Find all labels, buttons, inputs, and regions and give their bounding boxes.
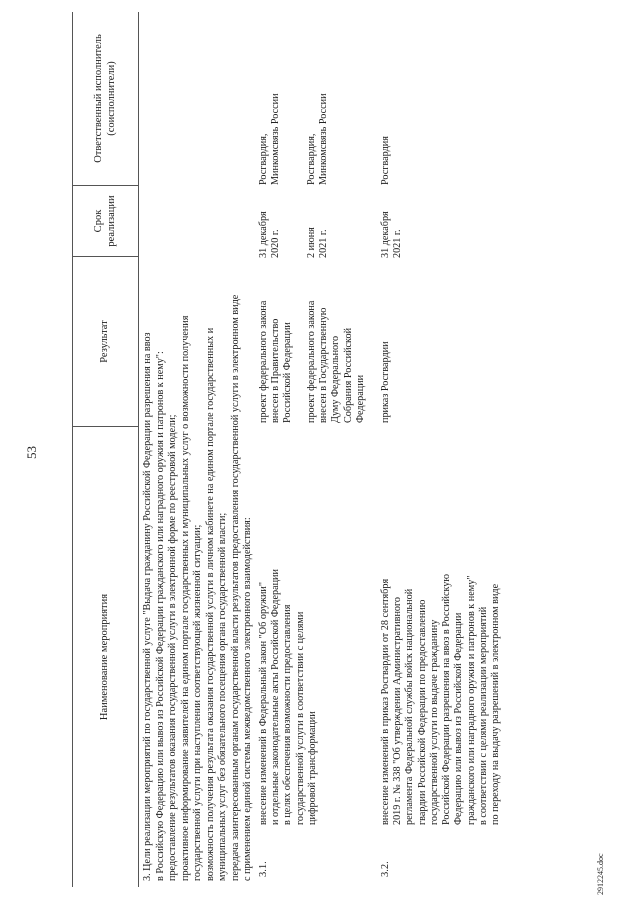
row-deadline <box>258 188 282 258</box>
goal-line: возможность получения результата оказания государственной услуги в личном кабинете на едином портале государственных и <box>204 327 216 881</box>
goal-line: 3. Цели реализации мероприятий по государственной услуге "Выдача гражданину Российской Федерации разрешения на ввоз <box>142 332 153 881</box>
row-result <box>258 263 295 423</box>
row-result <box>306 263 367 423</box>
row-name-line: по переходу на выдачу разрешений в электронном виде <box>490 583 502 825</box>
goal-line: с применением единой системы межведомственного электронного взаимодействия: <box>242 517 254 881</box>
header-divider <box>73 256 138 257</box>
header-divider <box>73 426 138 427</box>
row-name-line: 2019 г. № 338 "Об утверждении Административного <box>392 596 404 825</box>
row-executor-line: Росгвардия, <box>258 133 269 185</box>
page-number: 53 <box>24 446 39 459</box>
row-deadline-line: 31 декабря <box>258 211 269 258</box>
row-executor-line: Росгвардия, <box>306 133 317 185</box>
table-header <box>73 12 139 887</box>
row-name-line: государственной услуги в соответствии с целями <box>294 611 306 825</box>
header-divider <box>73 185 138 186</box>
row-name-line: регламента Федеральной службы войск национальной <box>404 588 416 825</box>
row-result-line: проект федерального закона <box>306 300 317 423</box>
header-deadline: Срок реализации <box>92 195 117 247</box>
document-id: 2912245.doc <box>596 853 605 895</box>
row-deadline-line: 2021 г. <box>318 229 330 258</box>
row-name <box>258 445 319 825</box>
table <box>72 12 139 887</box>
row-deadline-line: 2021 г. <box>392 229 404 258</box>
row-name-line: Федерацию или вывоз из Российской Федерации <box>453 612 465 825</box>
row-result-line: Российской Федерации <box>282 322 294 423</box>
row-result-line: приказ Росгвардии <box>380 341 391 423</box>
row-name <box>380 445 502 825</box>
row-name-line: в соответствии с целями реализации мероприятий <box>477 606 489 825</box>
goal-line: передача заинтересованным органам государственной власти результатов предоставления государственной услуги в электронном виде <box>229 294 241 881</box>
header-result: Результат <box>99 320 111 363</box>
goal-line: проактивное информирование заявителей на едином портале государственных и муниципальных услуг о возможности получения <box>179 315 191 881</box>
row-deadline-line: 2 июня <box>306 227 317 258</box>
row-executor-line: Росгвардия <box>380 136 391 185</box>
row-deadline-line: 31 декабря <box>380 211 391 258</box>
header-name: Наименование мероприятия <box>99 593 111 721</box>
row-name-line: внесение изменений в приказ Росгвардии от 28 сентября <box>380 578 391 825</box>
row-executor-line: Минкомсвязь России <box>270 93 282 185</box>
row-deadline <box>306 188 330 258</box>
goal-line: государственной услуги при наступлении соответствующей жизненной ситуации; <box>192 524 204 881</box>
row-name-line: государственной услуги по выдаче гражданину <box>428 619 440 825</box>
row-deadline-line: 2020 г. <box>270 229 282 258</box>
row-name-line: в целях обеспечения возможности предоставления <box>282 604 294 825</box>
row-deadline <box>380 188 404 258</box>
row-executor-line: Минкомсвязь России <box>318 93 330 185</box>
row-name-line: гражданского или наградного оружия и патронов к нему" <box>465 575 477 825</box>
row-executor <box>258 25 282 185</box>
row-number: 3.1. <box>258 861 269 877</box>
row-name-line: гвардии Российской Федерации по предоставлению <box>416 599 428 825</box>
goal-line: предоставление результатов оказания государственной услуги в электронной форме по реестровой модели; <box>167 414 179 881</box>
row-executor <box>380 25 392 185</box>
row-result <box>380 263 392 423</box>
row-result-line: Собрания Российской <box>342 327 354 423</box>
header-executor: Ответственный исполнитель (соисполнители) <box>92 34 117 163</box>
row-result-line: внесен в Государственную <box>318 307 330 423</box>
row-result-line: проект федерального закона <box>258 300 269 423</box>
row-number: 3.2. <box>380 861 391 877</box>
row-name-line: и отдельные законодательные акты Российской Федерации <box>270 569 282 825</box>
goal-text <box>142 21 255 881</box>
row-name-line: Российской Федерации разрешения на ввоз в Российскую <box>441 573 453 825</box>
row-name-line: внесение изменений в Федеральный закон "Об оружии" <box>258 581 269 825</box>
goal-line: муниципальных услуг без обязательного посещения органа государственной власти; <box>217 512 229 881</box>
row-name-line: цифровой трансформации <box>306 711 318 825</box>
row-result-line: Думу Федерального <box>330 335 342 423</box>
row-result-line: Федерации <box>354 374 366 423</box>
goal-line: в Российскую Федерацию или вывоз из Российской Федерации гражданского или наградного оружия и патронов к нему": <box>154 351 166 881</box>
row-executor <box>306 25 330 185</box>
row-result-line: внесен в Правительство <box>270 318 282 423</box>
